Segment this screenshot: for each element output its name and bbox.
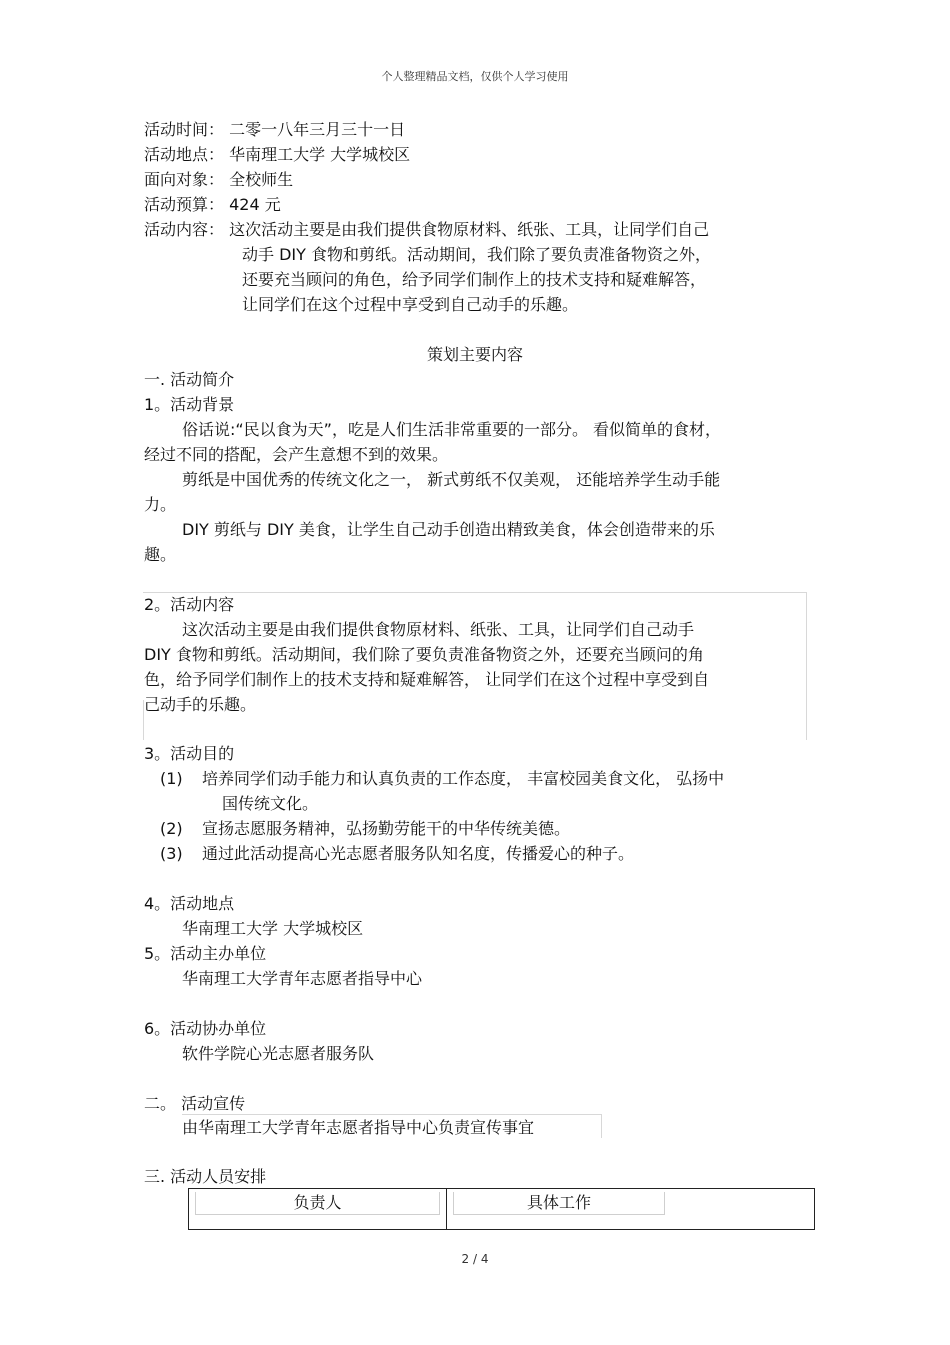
background-line: 力。 (144, 495, 177, 514)
section-title: 策划主要内容 (426, 345, 523, 364)
purpose-text: 通过此活动提高心光志愿者服务队知名度，传播爱心的种子。 (202, 844, 635, 863)
publicity-box-top (182, 1114, 602, 1115)
table-header-cell (189, 1189, 447, 1230)
part3-heading: 三. 活动人员安排 (144, 1167, 267, 1186)
background-heading: 1。活动背景 (144, 395, 235, 414)
background-line: 剪纸是中国优秀的传统文化之一， 新式剪纸不仅美观， 还能培养学生动手能 (182, 470, 721, 489)
content-line: 己动手的乐趣。 (144, 695, 257, 714)
content-heading: 2。活动内容 (144, 595, 235, 614)
info-time: 活动时间： 二零一八年三月三十一日 (144, 120, 406, 139)
host-heading: 5。活动主办单位 (144, 944, 267, 963)
part2-text: 由华南理工大学青年志愿者指导中心负责宣传事宜 (182, 1118, 535, 1137)
co-host-heading: 6。活动协办单位 (144, 1019, 267, 1038)
publicity-box-right (601, 1114, 602, 1138)
content-box-right (806, 592, 807, 740)
purpose-text: 培养同学们动手能力和认真负责的工作态度， 丰富校园美食文化， 弘扬中 (202, 769, 725, 788)
content-line: 这次活动主要是由我们提供食物原材料、纸张、工具，让同学们自己动手 (182, 620, 695, 639)
purpose-number: (2) (160, 819, 183, 838)
part2-heading: 二。 活动宣传 (144, 1094, 246, 1113)
info-content-line: 动手 DIY 食物和剪纸。活动期间，我们除了要负责准备物资之外， (242, 245, 711, 264)
table-header-work: 具体工作 (453, 1192, 665, 1215)
purpose-number: (1) (160, 769, 183, 788)
purpose-text: 国传统文化。 (222, 794, 319, 813)
info-content-line: 活动内容： 这次活动主要是由我们提供食物原材料、纸张、工具，让同学们自己 (144, 220, 710, 239)
info-budget: 活动预算： 424 元 (144, 195, 281, 214)
part1-heading: 一. 活动简介 (144, 370, 235, 389)
background-line: 经过不同的搭配，会产生意想不到的效果。 (144, 445, 449, 464)
co-host-text: 软件学院心光志愿者服务队 (182, 1044, 375, 1063)
background-line: 俗话说:“民以食为天”，吃是人们生活非常重要的一部分。 看似简单的食材， (182, 420, 722, 439)
table-row (189, 1189, 815, 1230)
content-line: DIY 食物和剪纸。活动期间，我们除了要负责准备物资之外，还要充当顾问的角 (144, 645, 704, 664)
content-line: 色，给予同学们制作上的技术支持和疑难解答， 让同学们在这个过程中享受到自 (144, 670, 710, 689)
background-line: DIY 剪纸与 DIY 美食，让学生自己动手创造出精致美食，体会创造带来的乐 (182, 520, 715, 539)
info-place: 活动地点： 华南理工大学 大学城校区 (144, 145, 411, 164)
info-content-line: 让同学们在这个过程中享受到自己动手的乐趣。 (242, 295, 579, 314)
table-header-owner: 负责人 (195, 1192, 440, 1215)
content-box-top (143, 592, 807, 593)
purpose-number: (3) (160, 844, 183, 863)
host-text: 华南理工大学青年志愿者指导中心 (182, 969, 423, 988)
purpose-heading: 3。活动目的 (144, 744, 235, 763)
table-header-cell (447, 1189, 815, 1230)
place-heading: 4。活动地点 (144, 894, 235, 913)
staff-table (188, 1188, 815, 1230)
info-content-line: 还要充当顾问的角色，给予同学们制作上的技术支持和疑难解答， (242, 270, 707, 289)
place-text: 华南理工大学 大学城校区 (182, 919, 364, 938)
background-line: 趣。 (144, 545, 177, 564)
purpose-text: 宣扬志愿服务精神，弘扬勤劳能干的中华传统美德。 (202, 819, 571, 838)
page-header: 个人整理精品文档，仅供个人学习使用 (381, 70, 569, 83)
page-number: 2 / 4 (461, 1252, 489, 1266)
info-audience: 面向对象： 全校师生 (144, 170, 294, 189)
